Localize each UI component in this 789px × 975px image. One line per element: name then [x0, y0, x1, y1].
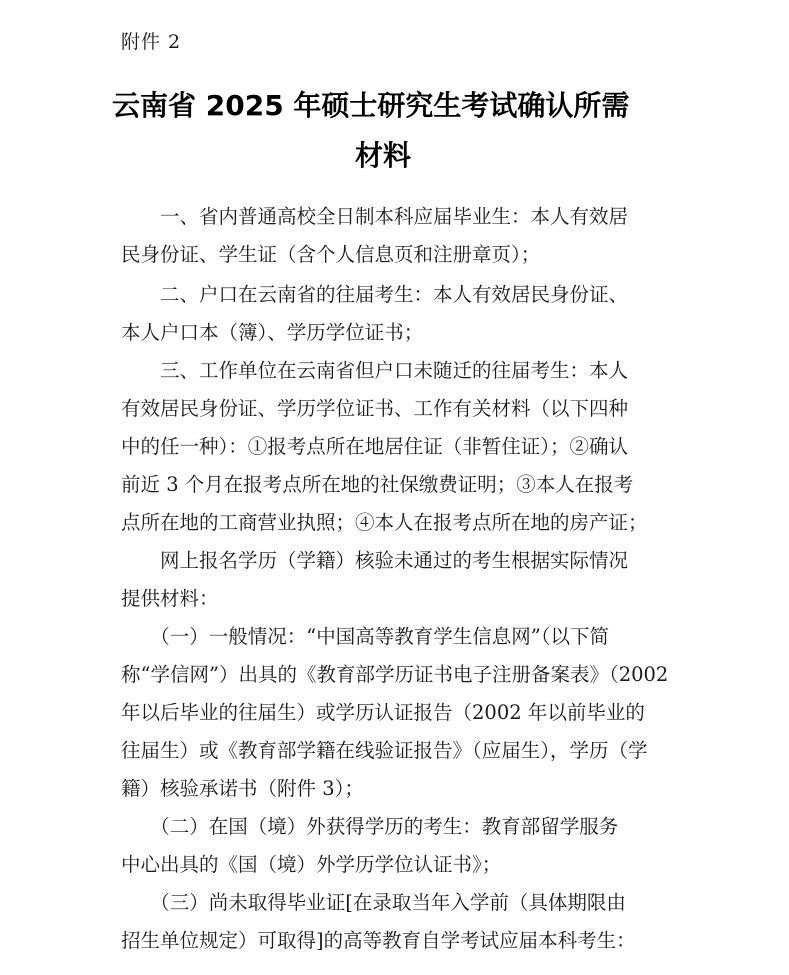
- body-line: 中心出具的《国（境）外学历学位认证书》；: [121, 853, 502, 876]
- body-line: 年以后毕业的往届生）或学历认证报告（2002 年以前毕业的: [121, 701, 645, 724]
- body-line: 籍）核验承诺书（附件 3）；: [121, 777, 364, 800]
- attachment-label: 附件 2: [121, 31, 182, 53]
- body-line: 二、户口在云南省的往届考生：本人有效居民身份证、: [121, 283, 629, 306]
- body-line: 一、省内普通高校全日制本科应届毕业生：本人有效居: [121, 205, 629, 228]
- body-line: 称“学信网”）出具的《教育部学历证书电子注册备案表》（2002: [121, 663, 669, 686]
- body-line: 往届生）或《教育部学籍在线验证报告》（应届生），学历（学: [121, 739, 648, 762]
- body-line: 网上报名学历（学籍）核验未通过的考生根据实际情况: [121, 549, 629, 572]
- body-line: 本人户口本（簿）、学历学位证书；: [121, 321, 424, 344]
- body-line: 中的任一种）：①报考点所在地居住证（非暂住证）；②确认: [121, 435, 629, 458]
- body-line: 前近 3 个月在报考点所在地的社保缴费证明；③本人在报考: [121, 473, 634, 496]
- body-line: （二）在国（境）外获得学历的考生：教育部留学服务: [121, 815, 619, 838]
- body-line: 有效居民身份证、学历学位证书、工作有关材料（以下四种: [121, 397, 629, 420]
- body-line: （一）一般情况：“中国高等教育学生信息网”（以下简: [121, 625, 609, 648]
- document-title-line-2: 材料: [355, 139, 412, 172]
- document-title-line-1: 云南省 2025 年硕士研究生考试确认所需: [112, 89, 630, 122]
- body-line: （三）尚未取得毕业证[在录取当年入学前（具体期限由: [121, 891, 626, 914]
- body-line: 提供材料：: [121, 587, 219, 610]
- body-line: 招生单位规定）可取得]的高等教育自学考试应届本科考生：: [121, 929, 636, 952]
- body-line: 三、工作单位在云南省但户口未随迁的往届考生：本人: [121, 359, 629, 382]
- body-line: 民身份证、学生证（含个人信息页和注册章页）；: [121, 243, 541, 266]
- body-line: 点所在地的工商营业执照；④本人在报考点所在地的房产证；: [121, 511, 648, 534]
